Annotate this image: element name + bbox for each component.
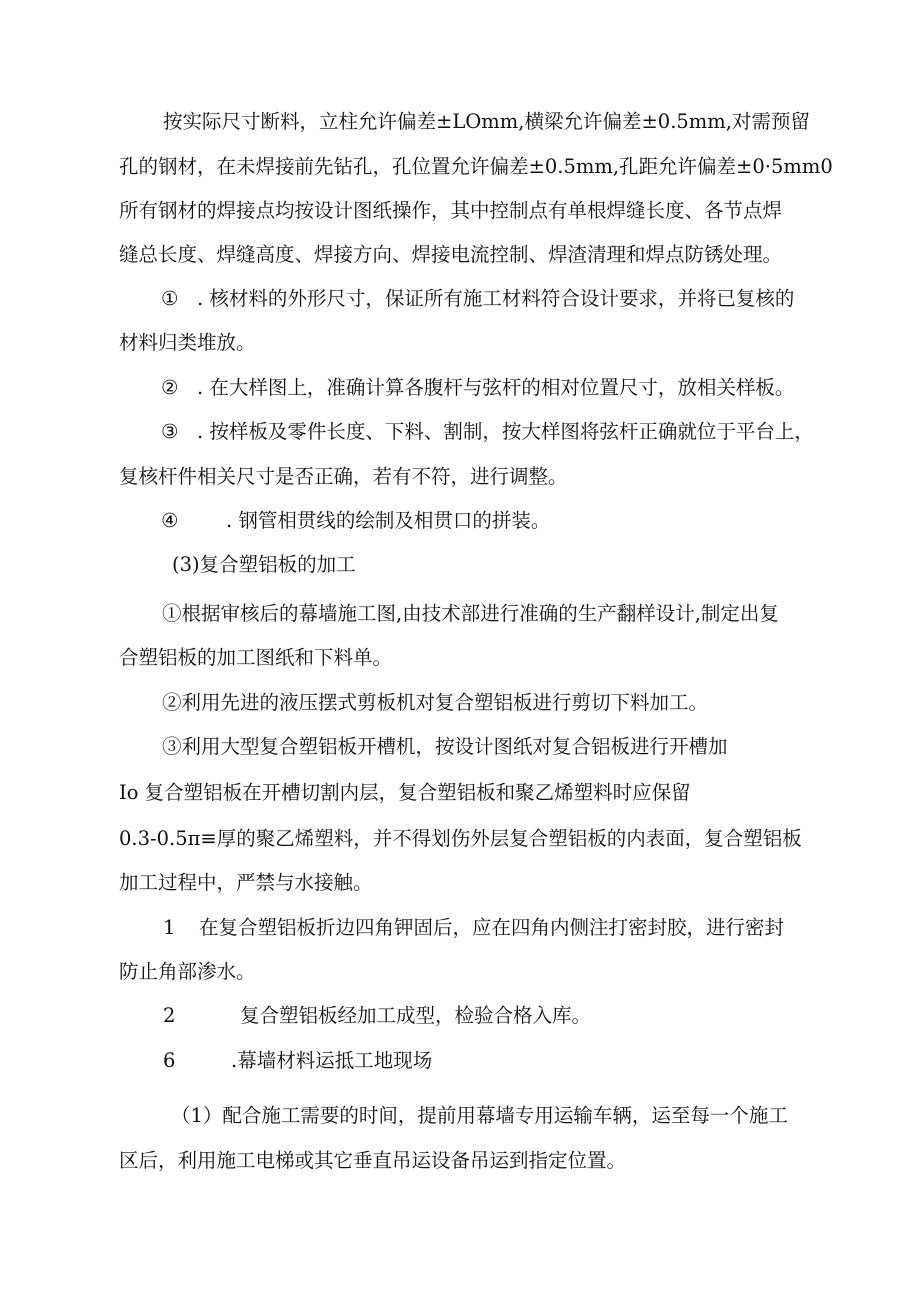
paragraph-line: 合塑铝板的加工图纸和下料单。	[119, 646, 393, 669]
paragraph-line: 加工过程中，严禁与水接触。	[119, 871, 373, 894]
list-item-line: 在复合塑铝板折边四角钾固后，应在四角内侧注打密封胶，进行密封	[199, 916, 785, 939]
list-item-line: . 在大样图上，准确计算各腹杆与弦杆的相对位置尺寸，放相关样板。	[197, 376, 795, 399]
list-item-line: . 核材料的外形尺寸，保证所有施工材料符合设计要求，并将已复核的	[197, 287, 795, 310]
section-heading: (3)复合塑铝板的加工	[172, 553, 356, 576]
list-item-line: . 钢管相贯线的绘制及相贯口的拼装。	[226, 509, 551, 532]
list-marker: ③	[161, 420, 179, 443]
paragraph-line: ③利用大型复合塑铝板开槽机，按设计图纸对复合铝板进行开槽加	[162, 735, 728, 758]
list-item-line: 材料归类堆放。	[119, 331, 256, 354]
paragraph-line: ②利用先进的液压摆式剪板机对复合塑铝板进行剪切下料加工。	[162, 691, 709, 714]
list-item-line: 复核杆件相关尺寸是否正确，若有不符，进行调整。	[119, 465, 568, 488]
paragraph-line: 孔的钢材，在未焊接前先钻孔，孔位置允许偏差±0.5mm,孔距允许偏差±0·5mm0	[119, 155, 833, 178]
section-heading: .幕墙材料运抵工地现场	[231, 1049, 433, 1072]
paragraph-line: 0.3-0.5π≡厚的聚乙烯塑料，并不得划伤外层复合塑铝板的内表面，复合塑铝板	[119, 827, 802, 850]
list-marker: 6	[163, 1049, 176, 1072]
paragraph-line: （1）配合施工需要的时间，提前用幕墙专用运输车辆，运至每一个施工	[171, 1104, 788, 1127]
paragraph-line: 按实际尺寸断料，立柱允许偏差±LOmm,横梁允许偏差±0.5mm,对需预留	[163, 110, 810, 133]
list-marker: ④	[161, 509, 179, 532]
paragraph-line: Io 复合塑铝板在开槽切割内层，复合塑铝板和聚乙烯塑料时应保留	[119, 781, 691, 804]
list-item-line: 防止角部渗水。	[119, 960, 256, 983]
list-item-line: . 按样板及零件长度、下料、割制，按大样图将弦杆正确就位于平台上，	[197, 420, 814, 443]
list-marker: 2	[163, 1004, 176, 1027]
paragraph-line: ①根据审核后的幕墙施工图,由技术部进行准确的生产翻样设计,制定出复	[162, 602, 779, 625]
list-marker: ②	[161, 376, 179, 399]
paragraph-line: 区后，利用施工电梯或其它垂直吊运设备吊运到指定位置。	[119, 1149, 627, 1172]
list-marker: ①	[161, 287, 179, 310]
paragraph-line: 缝总长度、焊缝高度、焊接方向、焊接电流控制、焊渣清理和焊点防锈处理。	[119, 243, 783, 266]
paragraph-line: 所有钢材的焊接点均按设计图纸操作，其中控制点有单根焊缝长度、各节点焊	[119, 199, 783, 222]
list-item-line: 复合塑铝板经加工成型，检验合格入库。	[240, 1004, 592, 1027]
list-marker: 1	[163, 916, 176, 939]
